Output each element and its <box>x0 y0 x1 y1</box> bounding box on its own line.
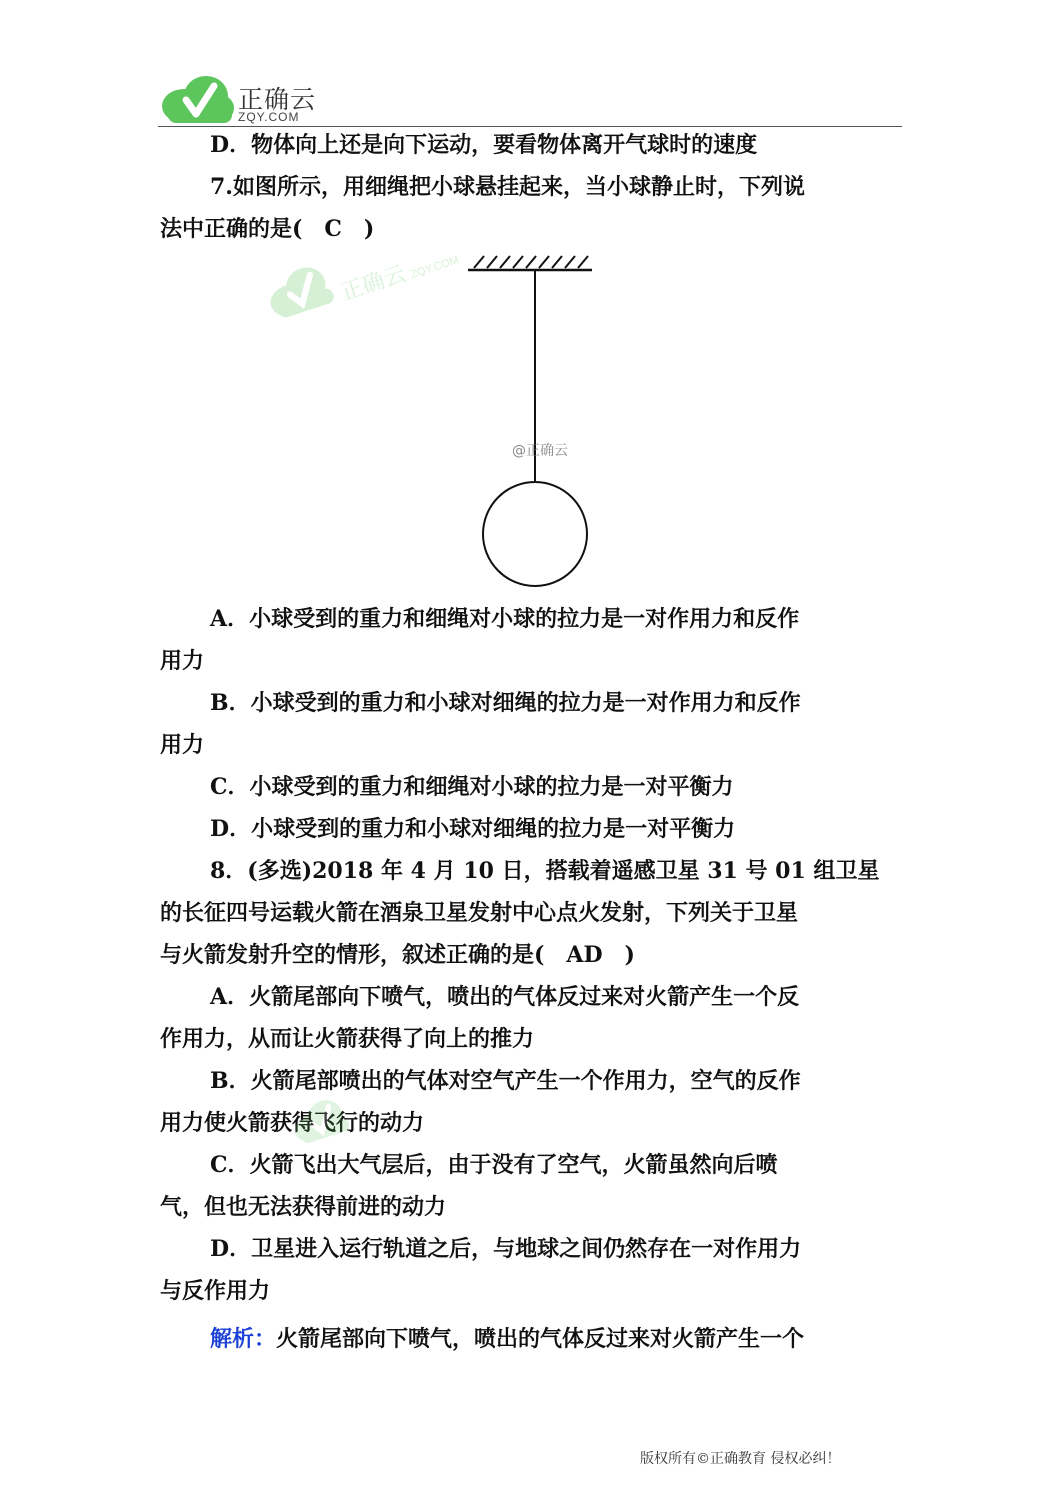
option-a-cont: 用力 <box>160 648 205 674</box>
question-8-stem: 8．(多选)2018 年 4 月 10 日，搭载着遥感卫星 31 号 01 组卫星 <box>210 858 880 884</box>
figure-watermark: @正确云 <box>512 443 568 459</box>
q8-option-d-cont: 与反作用力 <box>160 1278 271 1304</box>
question-top-block <box>160 124 890 250</box>
cloud-check-logo-icon <box>158 74 236 124</box>
brand-domain: ZQY.COM <box>238 110 300 124</box>
watermark-sub: ZQY.COM <box>409 254 461 282</box>
question-8-stem-cont2: 与火箭发射升空的情形，叙述正确的是( AD ) <box>160 942 635 968</box>
pendulum-diagram <box>460 250 600 590</box>
option-b: B．小球受到的重力和小球对细绳的拉力是一对作用力和反作 <box>210 690 801 716</box>
q8-option-d: D．卫星进入运行轨道之后，与地球之间仍然存在一对作用力 <box>210 1236 802 1262</box>
page-header <box>158 74 902 128</box>
analysis-text: 火箭尾部向下喷气，喷出的气体反过来对火箭产生一个 <box>276 1327 805 1352</box>
ceiling-hatching <box>474 256 588 268</box>
q8-option-c-cont: 气，但也无法获得前进的动力 <box>160 1194 447 1220</box>
copyright-footer: 版权所有©正确教育 侵权必纠！ <box>640 1451 841 1467</box>
brand-name: 正确云 <box>238 85 317 114</box>
question-7-stem-cont: 法中正确的是( C ) <box>160 216 375 242</box>
q8-option-a: A．火箭尾部向下喷气，喷出的气体反过来对火箭产生一个反 <box>210 984 800 1010</box>
question-8-stem-cont: 的长征四号运载火箭在酒泉卫星发射中心点火发射，下列关于卫星 <box>160 900 799 926</box>
ball-circle <box>483 482 587 586</box>
q8-option-b-cont: 用力使火箭获得飞行的动力 <box>160 1110 425 1136</box>
question-7-stem: 7.如图所示，用细绳把小球悬挂起来，当小球静止时，下列说 <box>210 174 805 200</box>
q8-option-b: B．火箭尾部喷出的气体对空气产生一个作用力，空气的反作 <box>210 1068 801 1094</box>
option-b-cont: 用力 <box>160 732 205 758</box>
option-c: C．小球受到的重力和细绳对小球的拉力是一对平衡力 <box>210 774 734 800</box>
cloud-check-watermark-icon <box>259 258 340 323</box>
question-body-block <box>160 598 890 1361</box>
option-line: D．物体向上还是向下运动，要看物体离开气球时的速度 <box>210 132 758 158</box>
watermark-text: 正确云 <box>338 261 409 306</box>
q8-option-a-cont: 作用力，从而让火箭获得了向上的推力 <box>160 1026 535 1052</box>
option-a: A．小球受到的重力和细绳对小球的拉力是一对作用力和反作 <box>210 606 800 632</box>
option-d: D．小球受到的重力和小球对细绳的拉力是一对平衡力 <box>210 816 736 842</box>
q8-option-c: C．火箭飞出大气层后，由于没有了空气，火箭虽然向后喷 <box>210 1152 778 1178</box>
analysis-line <box>160 1318 890 1361</box>
analysis-label: 解析： <box>210 1326 277 1352</box>
